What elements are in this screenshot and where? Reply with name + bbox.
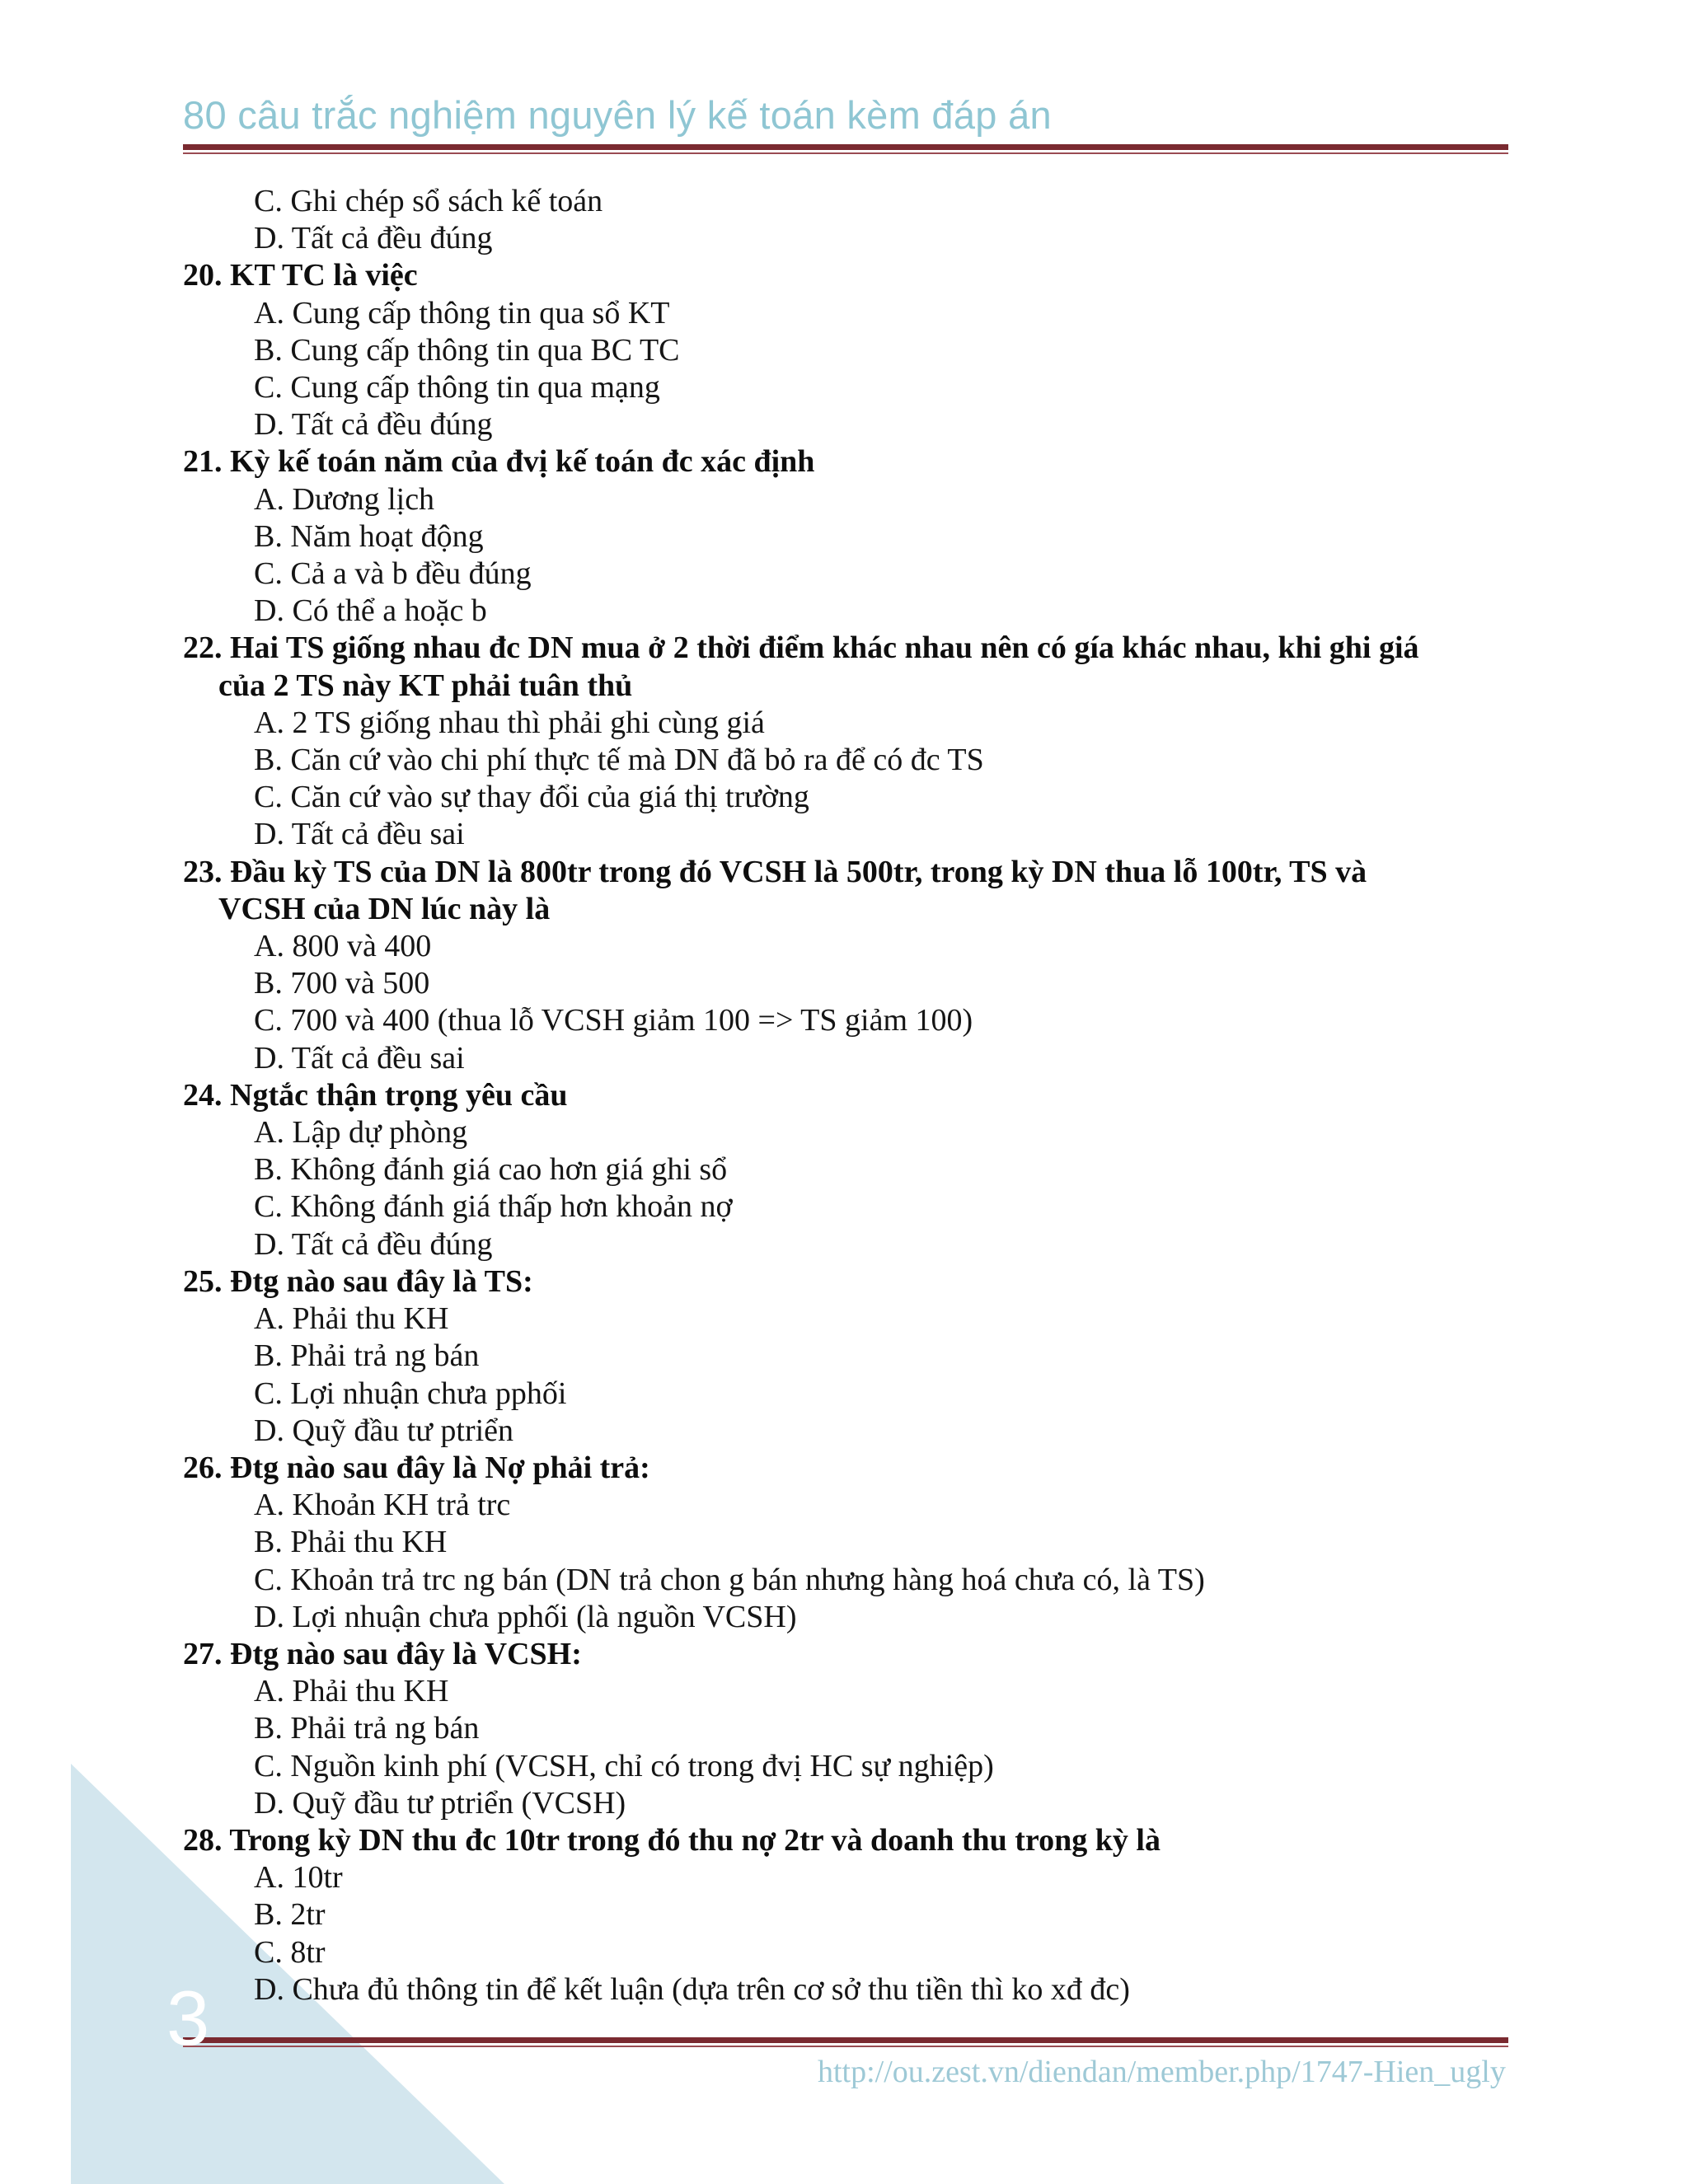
answer-option: A. Phải thu KH [254,1301,449,1337]
question-title-continuation: của 2 TS này KT phải tuân thủ [218,668,633,703]
question-list [183,257,1510,2008]
question-block [183,1822,1510,2008]
answer-option: D. Tất cả đều đúng [254,407,493,443]
answer-option: C. Khoản trả trc ng bán (DN trả chon g bán nhưng hàng hoá chưa có, là TS) [254,1562,1205,1597]
question-block [183,630,1510,853]
question-block [183,1450,1510,1636]
footer-url: http://ou.zest.vn/diendan/member.php/1747-Hien_ugly [818,2055,1506,2089]
answer-option: B. 700 và 500 [254,966,430,1001]
document-header-title: 80 câu trắc nghiệm nguyên lý kế toán kèm đáp án [183,93,1052,137]
answer-option: A. Dương lịch [254,481,435,517]
answer-option: B. Phải thu KH [254,1525,448,1560]
answer-option: B. Năm hoạt động [254,518,484,554]
question-title: 26. Đtg nào sau đây là Nợ phải trả: [183,1450,650,1485]
answer-option: A. Khoản KH trả trc [254,1488,511,1523]
answer-option: B. 2tr [254,1897,326,1933]
question-block [183,1263,1510,1450]
answer-option: B. Cung cấp thông tin qua BC TC [254,332,680,368]
answer-option: A. 10tr [254,1860,343,1896]
answer-option: C. Căn cứ vào sự thay đổi của giá thị trường [254,780,809,815]
answer-option: D. Tất cả đều đúng [254,221,493,256]
question-title: 20. KT TC là việc [183,258,418,293]
question-title-continuation: VCSH của DN lúc này là [218,891,551,926]
question-title: 27. Đtg nào sau đây là VCSH: [183,1636,582,1671]
question-block [183,1077,1510,1263]
question-block [183,854,1510,1077]
answer-option: C. Lợi nhuận chưa pphối [254,1376,567,1411]
question-title: 24. Ngtắc thận trọng yêu cầu [183,1077,568,1113]
answer-option: C. Cả a và b đều đúng [254,556,532,592]
answer-option: D. Tất cả đều đúng [254,1226,493,1262]
quiz-content [183,183,1510,2008]
question-block [183,1636,1510,1822]
answer-option: D. Có thể a hoặc b [254,593,487,629]
answer-option: A. 800 và 400 [254,929,432,964]
answer-option: C. Cung cấp thông tin qua mạng [254,370,660,405]
answer-option: C. Ghi chép sổ sách kế toán [254,184,603,218]
question-title: 28. Trong kỳ DN thu đc 10tr trong đó thu nợ 2tr và doanh thu trong kỳ là [183,1822,1160,1858]
answer-option: A. Lập dự phòng [254,1115,468,1151]
answer-option: B. Phải trả ng bán [254,1338,480,1374]
question-title: 23. Đầu kỳ TS của DN là 800tr trong đó VCSH là 500tr, trong kỳ DN thua lỗ 100tr, TS và [183,854,1367,889]
answer-option: D. Tất cả đều sai [254,817,465,852]
lead-options [183,183,1510,257]
answer-option: C. 8tr [254,1934,326,1970]
question-title: 25. Đtg nào sau đây là TS: [183,1263,533,1299]
answer-option: B. Căn cứ vào chi phí thực tế mà DN đã bỏ ra để có đc TS [254,743,984,778]
answer-option: D. Quỹ đầu tư ptriển (VCSH) [254,1785,626,1821]
answer-option: D. Tất cả đều sai [254,1040,465,1076]
answer-option: C. Nguồn kinh phí (VCSH, chỉ có trong đvị HC sự nghiệp) [254,1748,994,1783]
answer-option: C. Không đánh giá thấp hơn khoản nợ [254,1189,733,1225]
answer-option: D. Lợi nhuận chưa pphối (là nguồn VCSH) [254,1599,797,1634]
answer-option: B. Không đánh giá cao hơn giá ghi sổ [254,1152,728,1188]
question-block [183,443,1510,630]
page-number: 3 [166,1975,210,2061]
question-title: 22. Hai TS giống nhau đc DN mua ở 2 thời điểm khác nhau nên có gía khác nhau, khi ghi giá [183,630,1419,666]
answer-option: D. Quỹ đầu tư ptriển [254,1413,514,1448]
question-title: 21. Kỳ kế toán năm của đvị kế toán đc xác định [183,444,815,480]
header-divider [183,144,1508,154]
answer-option: B. Phải trả ng bán [254,1711,480,1746]
question-block [183,257,1510,443]
footer-divider [183,2037,1508,2047]
answer-option: A. Cung cấp thông tin qua sổ KT [254,295,670,330]
answer-option: D. Chưa đủ thông tin để kết luận (dựa trên cơ sở thu tiền thì ko xđ đc) [254,1971,1130,2007]
answer-option: C. 700 và 400 (thua lỗ VCSH giảm 100 => TS giảm 100) [254,1003,973,1038]
answer-option: A. Phải thu KH [254,1674,449,1709]
answer-option: A. 2 TS giống nhau thì phải ghi cùng giá [254,705,765,740]
